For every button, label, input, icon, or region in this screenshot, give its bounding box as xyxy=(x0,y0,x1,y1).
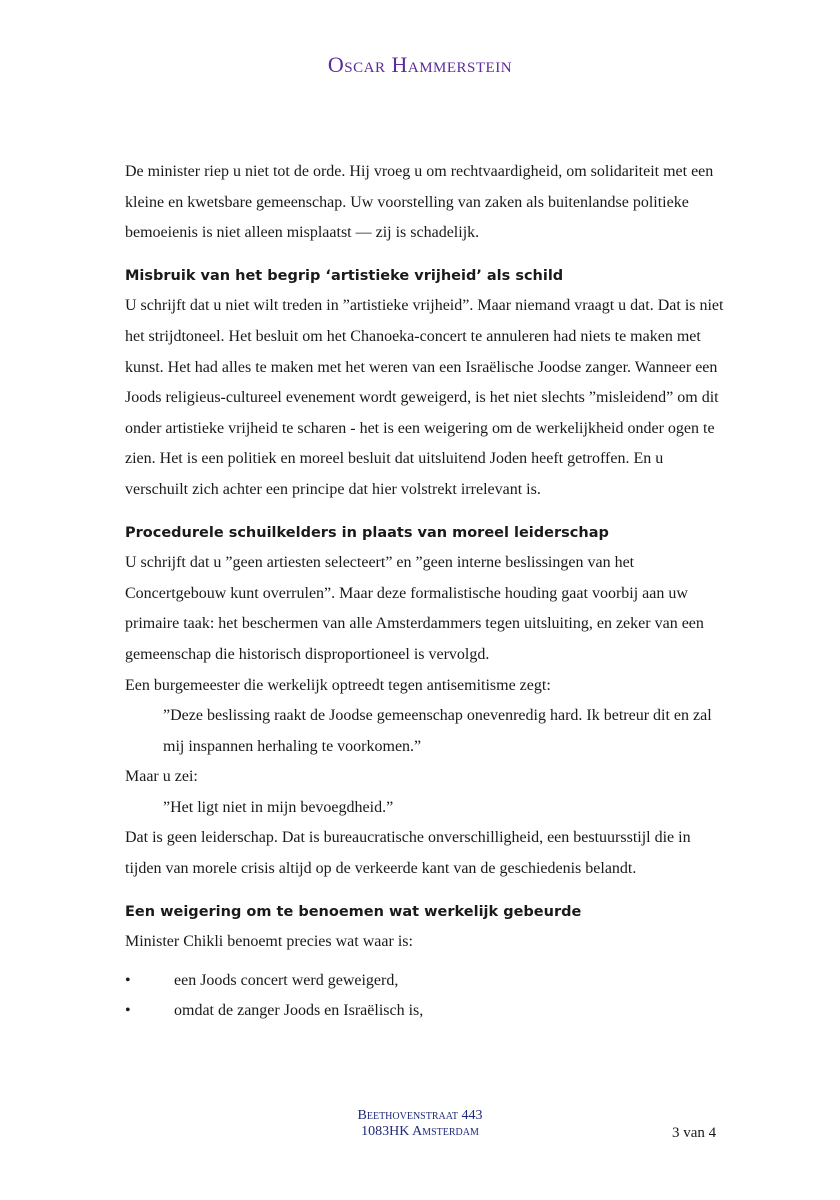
list-item xyxy=(125,966,725,997)
paragraph-artistic-freedom: U schrijft dat u niet wilt treden in ”artistieke vrijheid”. Maar niemand vraagt u dat. Dat is niet het strijdtoneel. Het besluit om het Chanoeka-concert te annuleren had niets te maken met kunst. Het had alles te maken met het weren van een Israëlische Joodse zanger. Wanneer een Joods religieus-cultureel evenement wordt geweigerd, is het niet slechts ”misleidend” om dit onder artistieke vrijheid te scharen - het is een weigering om de werkelijkheid onder ogen te zien. Het is een politiek en moreel besluit dat uitsluitend Joden heeft getroffen. En u verschuilt zich achter een principe dat hier volstrekt irrelevant is. xyxy=(125,297,724,498)
address-city: 1083HK Amsterdam xyxy=(361,1124,479,1139)
quote-actual-response: ”Het ligt niet in mijn bevoegdheid.” xyxy=(163,798,394,816)
letter-body xyxy=(125,157,725,1027)
quote-ideal-response: ”Deze beslissing raakt de Joodse gemeenschap onevenredig hard. Ik betreur dit en zal mij inspannen herhaling te voorkomen.” xyxy=(163,707,712,755)
paragraph-procedural: U schrijft dat u ”geen artiesten selecteert” en ”geen interne beslissingen van het Concertgebouw kunt overrulen”. Maar deze formalistische houding gaat voorbij aan uw primaire taak: het beschermen van alle Amsterdammers tegen uitsluiting, en zeker van een gemeenschap die historisch disproportioneel is vervolgd. xyxy=(125,554,704,663)
page-number: 3 van 4 xyxy=(672,1125,717,1141)
list-item-text: omdat de zanger Joods en Israëlisch is, xyxy=(174,1002,424,1020)
section-heading-artistic-freedom: Misbruik van het begrip ‘artistieke vrijheid’ als schild xyxy=(125,267,564,284)
paragraph-intro: De minister riep u niet tot de orde. Hij vroeg u om rechtvaardigheid, om solidariteit met een kleine en kwetsbare gemeenschap. Uw voorstelling van zaken als buitenlandse politieke bemoeienis is niet alleen misplaatst — zij is schadelijk. xyxy=(125,163,714,242)
bullet-list xyxy=(125,966,725,1027)
paragraph-minister: Minister Chikli benoemt precies wat waar is: xyxy=(125,933,413,951)
bullet-icon: • xyxy=(125,1002,131,1020)
paragraph-leadership: Dat is geen leiderschap. Dat is bureaucratische onverschilligheid, een bestuursstijl die in tijden van morele crisis altijd op de verkeerde kant van de geschiedenis belandt. xyxy=(125,829,691,878)
paragraph-mayor-statement: Een burgemeester die werkelijk optreedt tegen antisemitisme zegt: xyxy=(125,676,551,694)
list-item-text: een Joods concert werd geweigerd, xyxy=(174,971,399,989)
letterhead-title: Oscar Hammerstein xyxy=(327,52,513,77)
paragraph-but-you-said: Maar u zei: xyxy=(125,768,198,786)
section-heading-procedural: Procedurele schuilkelders in plaats van moreel leiderschap xyxy=(125,524,609,541)
list-item xyxy=(125,996,725,1027)
bullet-icon: • xyxy=(125,971,131,989)
section-heading-refusal: Een weigering om te benoemen wat werkelijk gebeurde xyxy=(125,903,582,920)
address-street: Beethovenstraat 443 xyxy=(357,1108,483,1123)
